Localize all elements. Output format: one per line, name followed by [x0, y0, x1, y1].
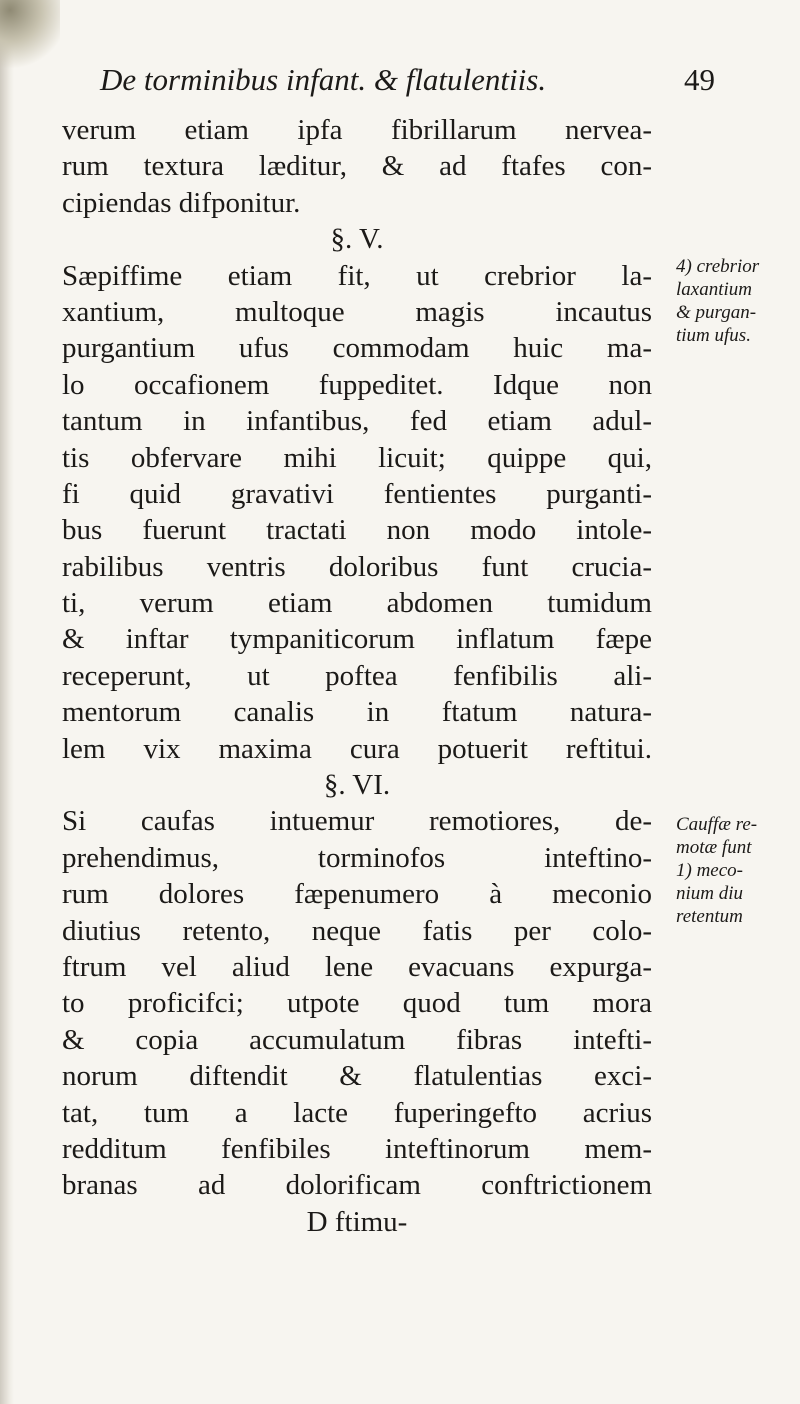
text-line: ftrum vel aliud lene evacuans expurga- — [62, 950, 652, 983]
text-line: to proficifci; utpote quod tum mora — [62, 987, 652, 1020]
text-line: diutius retento, neque fatis per colo- — [62, 914, 652, 947]
text-line: ti, verum etiam abdomen tumidum — [62, 587, 652, 620]
margin-note-line: tium ufus. — [676, 325, 751, 346]
section-heading: §. VI. — [323, 769, 391, 802]
text-line: receperunt, ut poftea fenfibilis ali- — [62, 659, 652, 692]
catchword-line: D ftimu- — [306, 1205, 408, 1238]
text-line: Sæpiffime etiam fit, ut crebrior la- — [62, 259, 652, 292]
margin-note-purgantium — [676, 255, 796, 347]
text-line: rum textura læditur, & ad ftafes con- — [62, 150, 652, 183]
text-line: verum etiam ipfa fibrillarum nervea- — [62, 114, 652, 146]
text-line: norum diftendit & flatulentias exci- — [62, 1060, 652, 1093]
text-line: & inftar tympaniticorum inflatum fæpe — [62, 623, 652, 656]
text-line: bus fuerunt tractati non modo intole- — [62, 514, 652, 547]
text-line: prehendimus, torminofos inteftino- — [62, 841, 652, 874]
text-line: tis obfervare mihi licuit; quippe qui, — [62, 441, 652, 474]
main-text — [62, 112, 652, 1240]
text-line: mentorum canalis in ftatum natura- — [62, 696, 652, 729]
margin-note-line: 4) crebrior — [676, 256, 760, 277]
margin-note-line: Cauffæ re- — [676, 814, 758, 835]
corner-stain — [0, 0, 60, 70]
text-line: redditum fenfibiles inteftinorum mem- — [62, 1132, 652, 1165]
margin-note-line: laxantium — [676, 279, 752, 300]
margin-note-line: & purgan- — [676, 302, 757, 323]
margin-note-line: motæ funt — [676, 837, 752, 858]
text-line: fi quid gravativi fentientes purganti- — [62, 477, 652, 510]
margin-note-line: 1) meco- — [676, 860, 743, 881]
text-line: branas ad dolorificam conftrictionem — [62, 1169, 652, 1202]
text-line: Si caufas intuemur remotiores, de- — [62, 805, 652, 838]
text-line: lem vix maxima cura potuerit reftitui. — [62, 732, 652, 765]
text-line: & copia accumulatum fibras intefti- — [62, 1023, 652, 1056]
margin-note-meconium — [676, 813, 796, 928]
page-edge-shadow — [0, 0, 14, 1404]
margin-note-line: retentum — [676, 906, 743, 927]
text-line: xantium, multoque magis incautus — [62, 295, 652, 328]
running-header — [100, 62, 715, 98]
text-line: cipiendas difponitur. — [62, 186, 301, 219]
text-line: rabilibus ventris doloribus funt crucia- — [62, 550, 652, 583]
text-line: tantum in infantibus, fed etiam adul- — [62, 405, 652, 438]
section-heading: §. V. — [330, 223, 384, 256]
page-number: 49 — [684, 62, 715, 97]
margin-note-line: nium diu — [676, 883, 744, 904]
text-line: tat, tum a lacte fuperingefto acrius — [62, 1096, 652, 1129]
text-line: rum dolores fæpenumero à meconio — [62, 878, 652, 911]
text-line: purgantium ufus commodam huic ma- — [62, 332, 652, 365]
running-title: De torminibus infant. & flatulentiis. — [100, 62, 547, 97]
text-line: lo occafionem fuppeditet. Idque non — [62, 368, 652, 401]
